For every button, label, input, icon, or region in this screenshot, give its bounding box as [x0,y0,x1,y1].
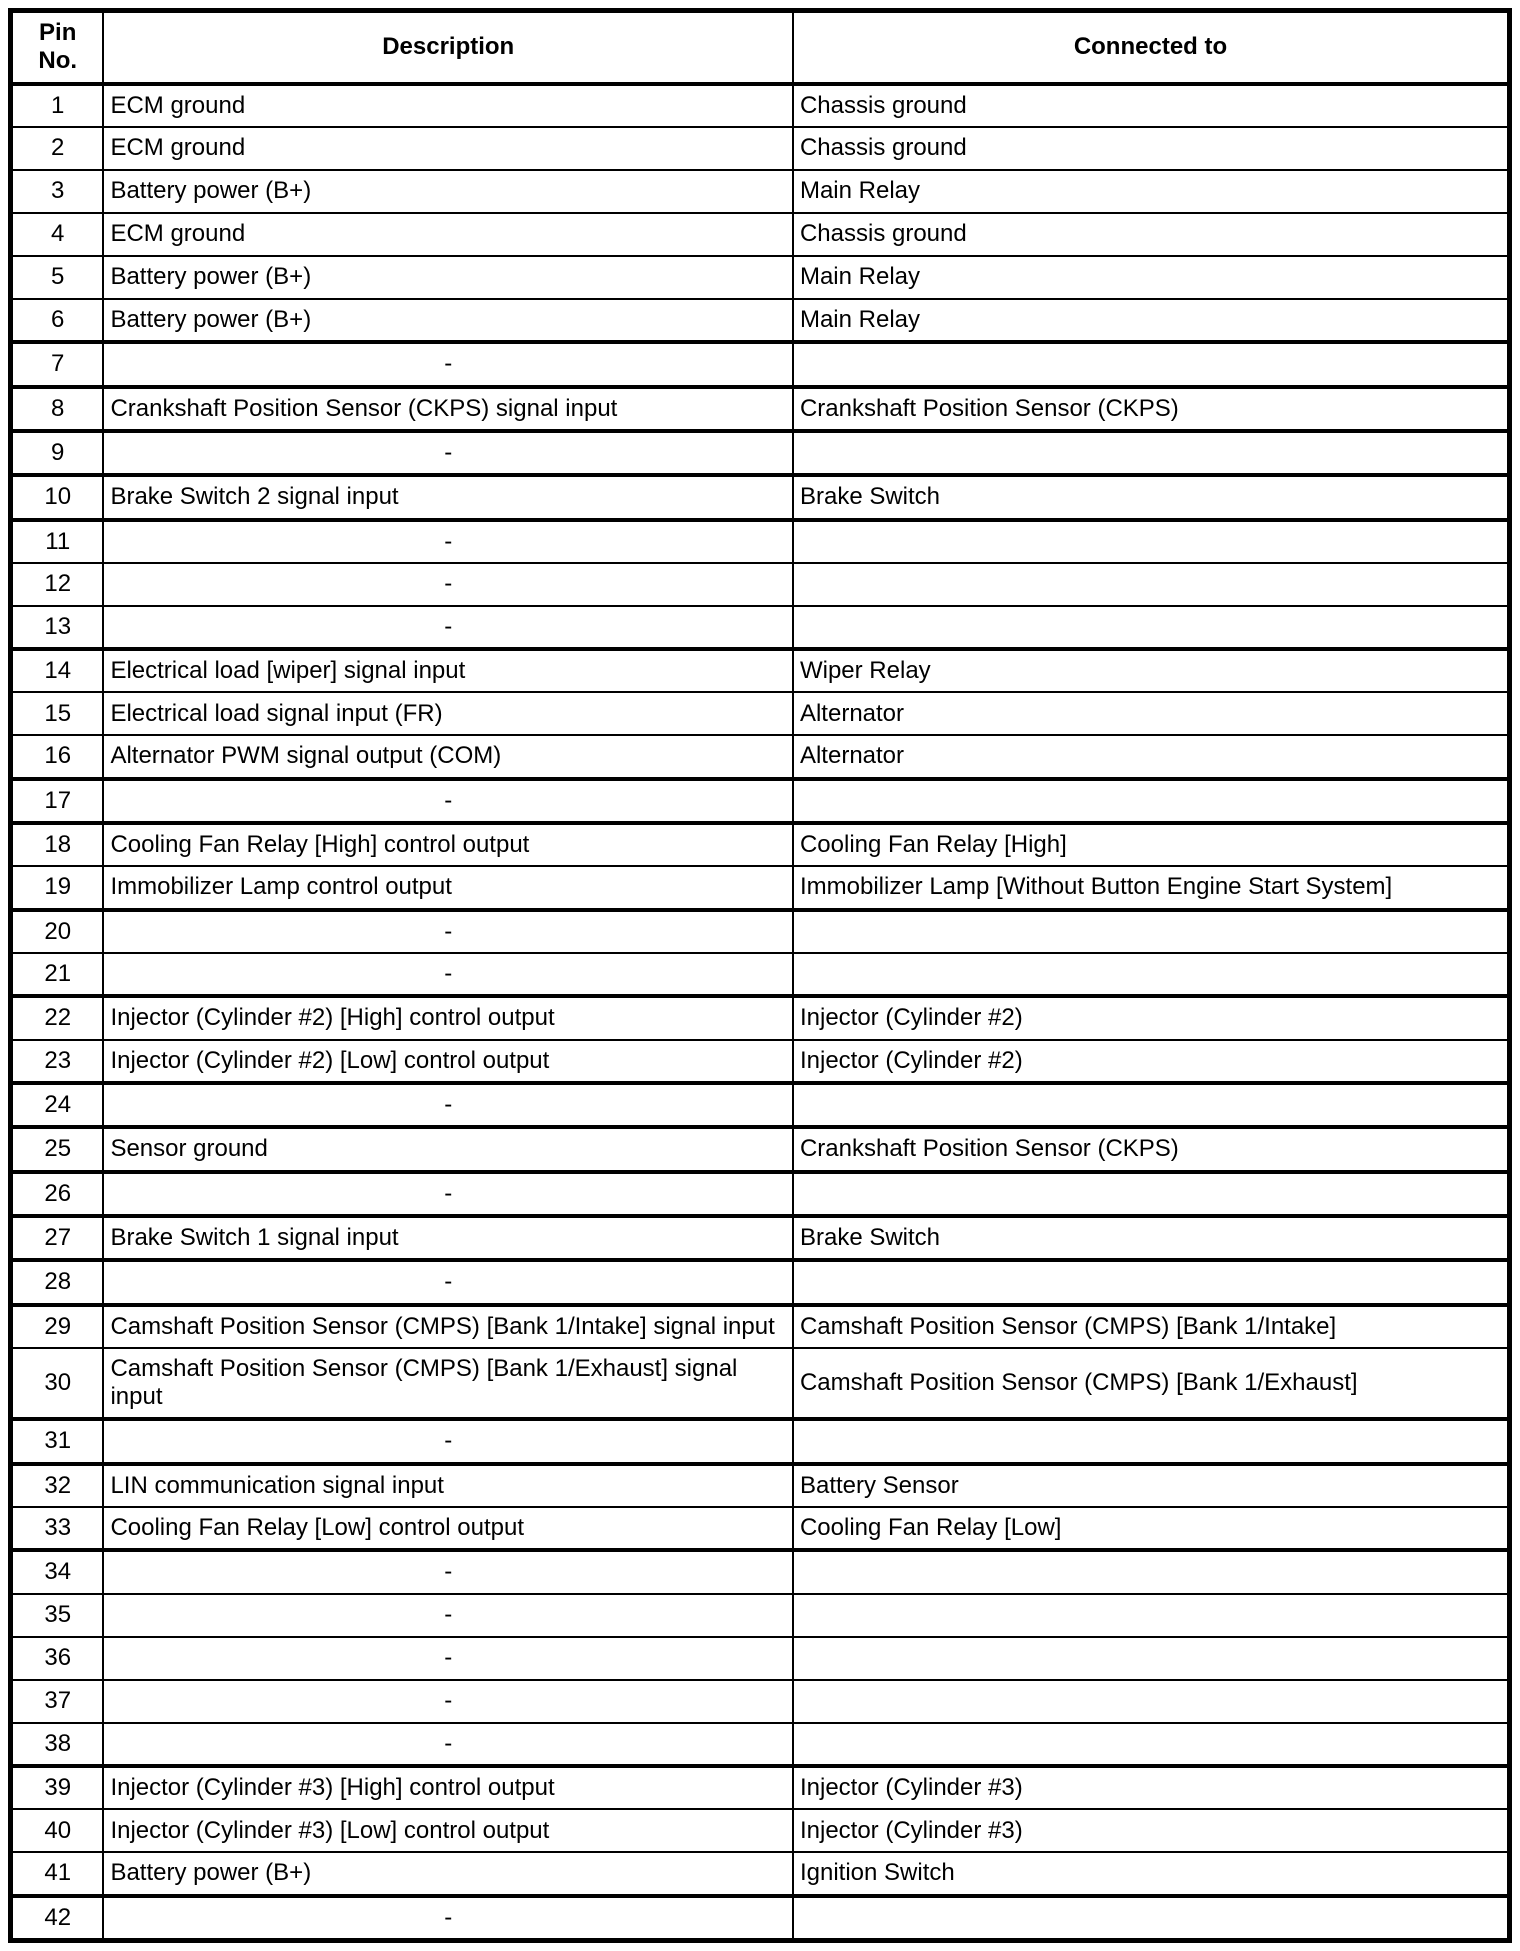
connected-cell: Camshaft Position Sensor (CMPS) [Bank 1/Exhaust] [793,1348,1510,1420]
table-row [11,1766,1510,1809]
pin-cell: 8 [11,387,104,431]
description-cell: Injector (Cylinder #3) [Low] control output [103,1809,793,1852]
pin-cell: 4 [11,213,104,256]
description-cell: Brake Switch 1 signal input [103,1216,793,1260]
description-cell: Alternator PWM signal output (COM) [103,735,793,778]
connected-cell [793,1260,1510,1304]
description-cell: ECM ground [103,127,793,170]
description-cell: Immobilizer Lamp control output [103,866,793,909]
description-cell: - [103,953,793,996]
pin-cell: 30 [11,1348,104,1420]
connected-cell [793,1550,1510,1593]
connected-cell: Cooling Fan Relay [High] [793,823,1510,866]
pin-cell: 36 [11,1637,104,1680]
connected-cell: Chassis ground [793,213,1510,256]
table-row [11,213,1510,256]
connected-cell [793,1680,1510,1723]
table-row [11,1723,1510,1766]
pin-cell: 9 [11,431,104,475]
connected-cell: Main Relay [793,299,1510,342]
description-cell: - [103,431,793,475]
connected-cell [793,342,1510,386]
connected-cell [793,1172,1510,1216]
pin-cell: 32 [11,1464,104,1507]
description-cell: - [103,1260,793,1304]
description-cell: - [103,1680,793,1723]
connected-cell [793,431,1510,475]
table-row [11,1348,1510,1420]
pin-cell: 29 [11,1305,104,1348]
pin-cell: 11 [11,520,104,563]
connected-cell [793,520,1510,563]
table-row [11,1550,1510,1593]
table-row [11,1127,1510,1171]
connected-cell: Injector (Cylinder #3) [793,1809,1510,1852]
pin-cell: 42 [11,1896,104,1941]
pin-cell: 35 [11,1594,104,1637]
description-cell: - [103,1550,793,1593]
table-row [11,1852,1510,1895]
connected-cell: Ignition Switch [793,1852,1510,1895]
table-row [11,1896,1510,1941]
connected-cell [793,1419,1510,1463]
connected-cell: Cooling Fan Relay [Low] [793,1507,1510,1550]
table-row [11,127,1510,170]
table-row [11,387,1510,431]
table-row [11,342,1510,386]
connected-cell: Immobilizer Lamp [Without Button Engine Start System] [793,866,1510,909]
connected-cell: Injector (Cylinder #2) [793,996,1510,1039]
table-row [11,475,1510,519]
pin-cell: 19 [11,866,104,909]
table-row [11,1419,1510,1463]
pin-cell: 21 [11,953,104,996]
table-row [11,1594,1510,1637]
pin-cell: 18 [11,823,104,866]
pin-cell: 26 [11,1172,104,1216]
table-row [11,431,1510,475]
table-body [11,84,1510,1941]
description-cell: Electrical load [wiper] signal input [103,649,793,692]
description-cell: ECM ground [103,213,793,256]
pin-cell: 25 [11,1127,104,1171]
description-cell: - [103,1896,793,1941]
table-row [11,735,1510,778]
connected-cell [793,910,1510,953]
connected-cell: Camshaft Position Sensor (CMPS) [Bank 1/Intake] [793,1305,1510,1348]
description-cell: - [103,1594,793,1637]
description-cell: - [103,563,793,606]
ecm-pin-table [8,8,1512,1943]
connected-cell: Main Relay [793,256,1510,299]
description-cell: Battery power (B+) [103,170,793,213]
table-row [11,1464,1510,1507]
pin-cell: 16 [11,735,104,778]
description-cell: - [103,779,793,823]
pin-cell: 20 [11,910,104,953]
connected-cell [793,1723,1510,1766]
table-header [11,11,1510,84]
pin-cell: 33 [11,1507,104,1550]
pin-cell: 6 [11,299,104,342]
pin-cell: 15 [11,692,104,735]
description-cell: Sensor ground [103,1127,793,1171]
description-cell: LIN communication signal input [103,1464,793,1507]
connected-cell: Brake Switch [793,475,1510,519]
table-row [11,996,1510,1039]
table-row [11,1305,1510,1348]
pin-cell: 3 [11,170,104,213]
table-row [11,692,1510,735]
table-row [11,910,1510,953]
description-cell: - [103,1172,793,1216]
connected-cell [793,953,1510,996]
table-row [11,1083,1510,1127]
description-cell: Electrical load signal input (FR) [103,692,793,735]
pin-cell: 12 [11,563,104,606]
table-row [11,1260,1510,1304]
description-cell: - [103,520,793,563]
col-header-pin-no: Pin No. [11,11,104,84]
pin-cell: 23 [11,1040,104,1083]
pin-cell: 41 [11,1852,104,1895]
description-cell: ECM ground [103,84,793,127]
table-row [11,520,1510,563]
connected-cell [793,779,1510,823]
description-cell: - [103,1083,793,1127]
description-cell: - [103,606,793,649]
connected-cell: Alternator [793,692,1510,735]
description-cell: - [103,1637,793,1680]
description-cell: Camshaft Position Sensor (CMPS) [Bank 1/Intake] signal input [103,1305,793,1348]
table-row [11,823,1510,866]
description-cell: Battery power (B+) [103,299,793,342]
description-cell: Camshaft Position Sensor (CMPS) [Bank 1/Exhaust] signal input [103,1348,793,1420]
pin-cell: 38 [11,1723,104,1766]
pin-cell: 37 [11,1680,104,1723]
connected-cell [793,563,1510,606]
connected-cell [793,1083,1510,1127]
description-cell: Cooling Fan Relay [High] control output [103,823,793,866]
connected-cell [793,1594,1510,1637]
description-cell: Crankshaft Position Sensor (CKPS) signal input [103,387,793,431]
table-row [11,299,1510,342]
pin-cell: 1 [11,84,104,127]
pin-cell: 22 [11,996,104,1039]
pin-cell: 24 [11,1083,104,1127]
pin-cell: 34 [11,1550,104,1593]
table-row [11,1680,1510,1723]
description-cell: - [103,910,793,953]
pin-cell: 13 [11,606,104,649]
description-cell: Injector (Cylinder #2) [Low] control output [103,1040,793,1083]
connected-cell: Injector (Cylinder #3) [793,1766,1510,1809]
pin-cell: 40 [11,1809,104,1852]
table-row [11,953,1510,996]
table-row [11,1507,1510,1550]
table-row [11,866,1510,909]
table-row [11,1809,1510,1852]
pin-cell: 17 [11,779,104,823]
connected-cell: Battery Sensor [793,1464,1510,1507]
connected-cell: Alternator [793,735,1510,778]
pin-cell: 31 [11,1419,104,1463]
table-row [11,1040,1510,1083]
table-row [11,1637,1510,1680]
col-header-description: Description [103,11,793,84]
table-row [11,1216,1510,1260]
description-cell: Battery power (B+) [103,256,793,299]
table-row [11,563,1510,606]
pin-cell: 2 [11,127,104,170]
pin-cell: 10 [11,475,104,519]
connected-cell: Crankshaft Position Sensor (CKPS) [793,387,1510,431]
table-row [11,256,1510,299]
pin-cell: 14 [11,649,104,692]
pin-cell: 7 [11,342,104,386]
table-row [11,1172,1510,1216]
description-cell: - [103,1419,793,1463]
connected-cell: Crankshaft Position Sensor (CKPS) [793,1127,1510,1171]
description-cell: - [103,342,793,386]
table-row [11,170,1510,213]
description-cell: Injector (Cylinder #2) [High] control output [103,996,793,1039]
description-cell: Brake Switch 2 signal input [103,475,793,519]
connected-cell [793,1637,1510,1680]
table-row [11,649,1510,692]
col-header-connected-to: Connected to [793,11,1510,84]
header-row [11,11,1510,84]
description-cell: - [103,1723,793,1766]
table-row [11,84,1510,127]
pin-cell: 39 [11,1766,104,1809]
table-row [11,779,1510,823]
connected-cell [793,606,1510,649]
pin-cell: 5 [11,256,104,299]
connected-cell: Injector (Cylinder #2) [793,1040,1510,1083]
connected-cell: Main Relay [793,170,1510,213]
pin-cell: 27 [11,1216,104,1260]
connected-cell [793,1896,1510,1941]
connected-cell: Brake Switch [793,1216,1510,1260]
table-row [11,606,1510,649]
description-cell: Cooling Fan Relay [Low] control output [103,1507,793,1550]
pin-cell: 28 [11,1260,104,1304]
connected-cell: Chassis ground [793,84,1510,127]
description-cell: Injector (Cylinder #3) [High] control output [103,1766,793,1809]
connected-cell: Wiper Relay [793,649,1510,692]
description-cell: Battery power (B+) [103,1852,793,1895]
connected-cell: Chassis ground [793,127,1510,170]
